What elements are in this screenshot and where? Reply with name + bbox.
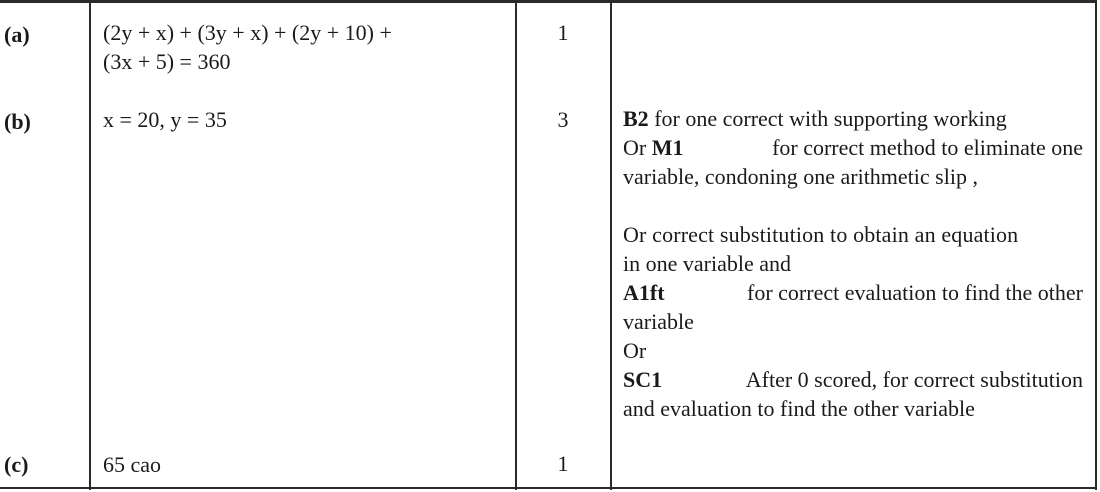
note-line <box>623 394 1083 423</box>
note-text: for correct method to eliminate one <box>772 135 1083 160</box>
note-line <box>623 307 1083 336</box>
answer-line: (2y + x) + (3y + x) + (2y + 10) + <box>103 20 392 45</box>
note-text: After 0 scored, for correct substitution <box>745 367 1083 392</box>
mark-code-sc1: SC1 <box>623 367 663 392</box>
column-divider-4 <box>1095 0 1097 490</box>
note-text: variable <box>623 309 694 334</box>
answer-line: x = 20, y = 35 <box>103 107 227 132</box>
note-text: variable, condoning one arithmetic slip , <box>623 164 978 189</box>
note-text: for one correct with supporting working <box>654 106 1007 131</box>
note-line <box>623 249 1083 278</box>
note-line <box>623 220 1083 249</box>
answer-line: 65 cao <box>103 452 162 477</box>
mark-code-a1ft: A1ft <box>623 280 665 305</box>
table-bottom-border <box>0 487 1097 489</box>
note-text: Or correct substitution to obtain an equation <box>623 222 1019 247</box>
note-text: and evaluation to find the other variable <box>623 396 975 421</box>
column-divider-1 <box>89 0 91 490</box>
note-line <box>623 104 1083 133</box>
mark-code-m1: M1 <box>651 135 684 160</box>
note-line <box>623 278 1083 307</box>
note-text: Or <box>623 338 647 363</box>
mark-value: 1 <box>557 20 569 45</box>
note-text: Or <box>623 135 647 160</box>
mark-value: 3 <box>557 107 569 132</box>
part-label: (c) <box>4 452 29 477</box>
mark-value: 1 <box>557 451 569 476</box>
table-top-border <box>0 0 1097 3</box>
note-line <box>623 133 1083 162</box>
note-text: in one variable and <box>623 251 791 276</box>
part-label: (b) <box>4 109 31 134</box>
note-line <box>623 365 1083 394</box>
marking-notes <box>623 104 1083 423</box>
mark-code-b2: B2 <box>623 106 649 131</box>
note-text: for correct evaluation to find the other <box>747 280 1083 305</box>
answer-line: (3x + 5) = 360 <box>103 49 231 74</box>
note-line <box>623 162 1083 191</box>
part-label: (a) <box>4 22 30 47</box>
column-divider-3 <box>610 0 612 490</box>
note-line <box>623 336 1083 365</box>
column-divider-2 <box>515 0 517 490</box>
